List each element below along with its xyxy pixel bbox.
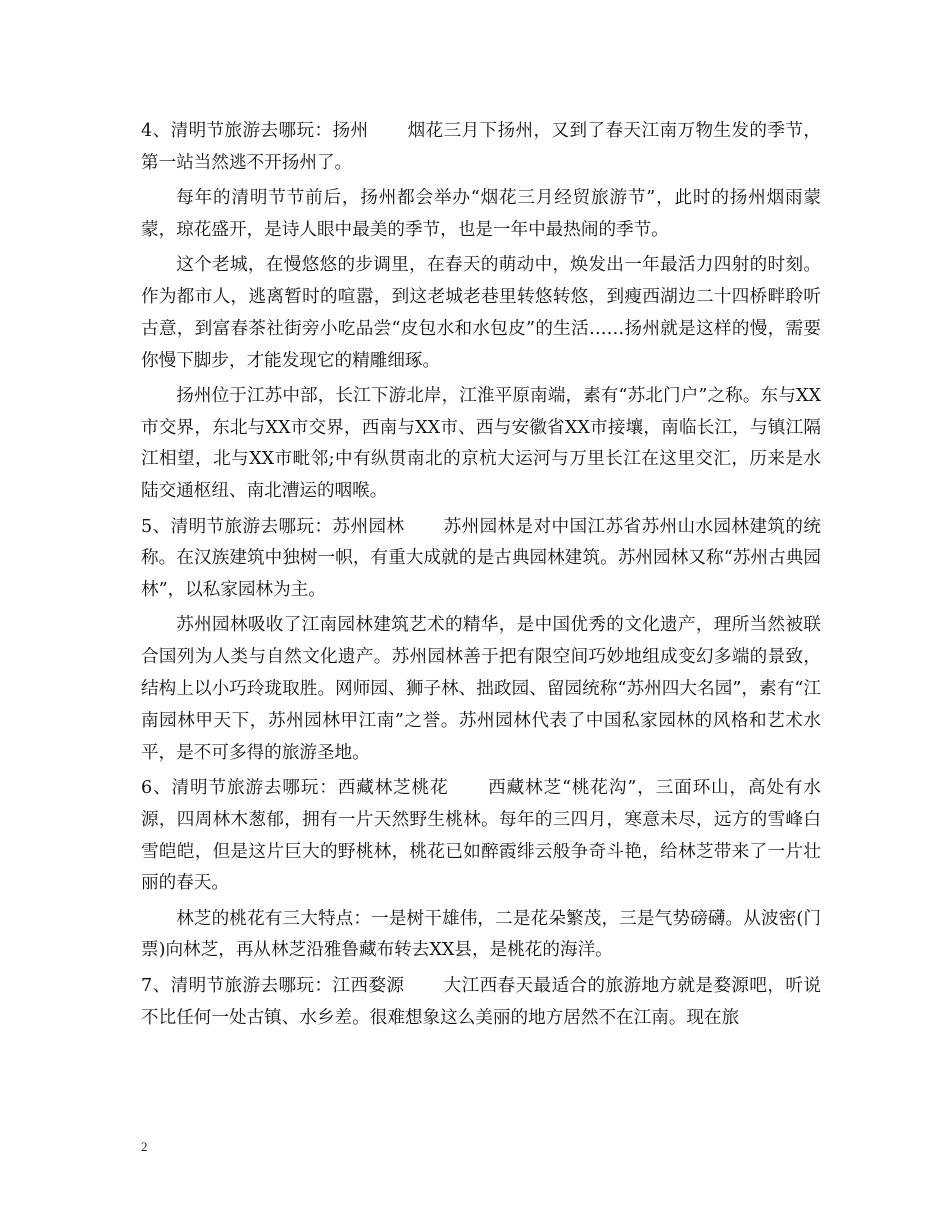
document-body [141,116,821,1038]
body-paragraph: 扬州位于江苏中部，长江下游北岸，江淮平原南端，素有“苏北门户”之称。东与XX市交界，东北与XX市交界，西南与XX市、西与安徽省XX市接壤，南临长江，与镇江隔江相望，北与XX市毗邻;中有纵贯南北的京杭大运河与万里长江在这里交汇，历来是水陆交通枢纽、南北漕运的咽喉。 [141,385,821,502]
page-number: 2 [141,1139,148,1154]
section-7-intro: 大江西春天最适合的旅游地方就是婺源吧，听说不比任何一处古镇、水乡差。很难想象这么美丽的地方居然不在江南。现在旅 [141,975,821,1028]
section-4-intro: 烟花三月下扬州，又到了春天江南万物生发的季节，第一站当然逃不开扬州了。 [141,121,821,173]
section-4-paragraph [141,116,821,180]
section-6-paragraph [141,773,821,900]
section-6-intro: 西藏林芝“桃花沟”，三面环山，高处有水源，四周林木葱郁，拥有一片天然野生桃林。每年的三四月，寒意未尽，远方的雪峰白雪皑皑，但是这片巨大的野桃林，桃花已如醉霞绯云般争奇斗艳，给林芝带来了一片壮丽的春天。 [141,777,821,894]
section-7-paragraph [141,971,821,1035]
section-5-intro: 苏州园林是对中国江苏省苏州山水园林建筑的统称。在汉族建筑中独树一帜，有重大成就的是古典园林建筑。苏州园林又称“苏州古典园林”，以私家园林为主。 [141,516,821,601]
section-5-paragraph [141,512,821,607]
section-5-heading: 5、清明节旅游去哪玩：苏州园林 [141,516,405,537]
body-paragraph: 林芝的桃花有三大特点：一是树干雄伟，二是花朵繁茂，三是气势磅礴。从波密(门票)向林芝，再从林芝沿雅鲁藏布转去XX县，是桃花的海洋。 [141,908,821,961]
section-7-heading: 7、清明节旅游去哪玩：江西婺源 [141,975,405,996]
body-paragraph: 每年的清明节节前后，扬州都会举办“烟花三月经贸旅游节”，此时的扬州烟雨蒙蒙，琼花盛开，是诗人眼中最美的季节，也是一年中最热闹的季节。 [141,188,821,240]
body-paragraph: 苏州园林吸收了江南园林建筑艺术的精华，是中国优秀的文化遗产，理所当然被联合国列为人类与自然文化遗产。苏州园林善于把有限空间巧妙地组成变幻多端的景致，结构上以小巧玲珑取胜。网师园、狮子林、拙政园、留园统称“苏州四大名园”，素有“江南园林甲天下，苏州园林甲江南”之誉。苏州园林代表了中国私家园林的风格和艺术水平，是不可多得的旅游圣地。 [141,615,821,763]
section-6-heading: 6、清明节旅游去哪玩：西藏林芝桃花 [141,777,449,798]
body-paragraph: 这个老城，在慢悠悠的步调里，在春天的萌动中，焕发出一年最活力四射的时刻。作为都市人，逃离暂时的喧嚣，到这老城老巷里转悠转悠，到瘦西湖边二十四桥畔聆听古意，到富春茶社街旁小吃品尝“皮包水和水包皮”的生活……扬州就是这样的慢，需要你慢下脚步，才能发现它的精雕细琢。 [141,255,821,371]
section-4-heading: 4、清明节旅游去哪玩：扬州 [141,121,369,141]
